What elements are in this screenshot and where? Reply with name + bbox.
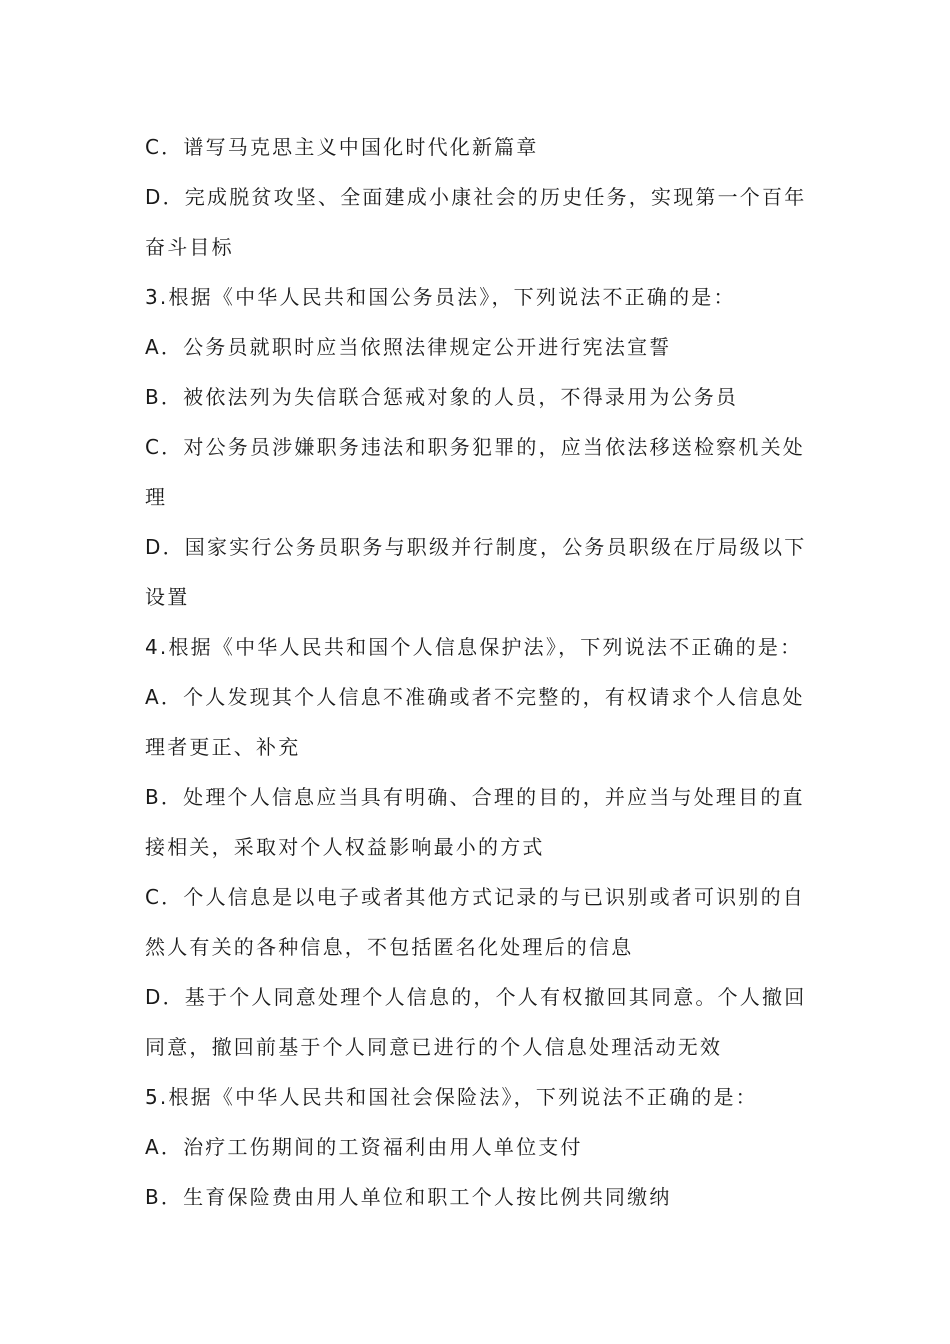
option-a-q5: A．治疗工伤期间的工资福利由用人单位支付 (145, 1135, 583, 1159)
option-d-q2-cont: 奋斗目标 (145, 235, 234, 259)
option-d-q4: D．基于个人同意处理个人信息的，个人有权撤回其同意。个人撤回 (145, 985, 807, 1009)
option-b-q4-cont: 接相关，采取对个人权益影响最小的方式 (145, 835, 545, 859)
option-c-q2: C．谱写马克思主义中国化时代化新篇章 (145, 135, 539, 159)
option-b-q3: B．被依法列为失信联合惩戒对象的人员，不得录用为公务员 (145, 385, 739, 409)
option-d-q2: D．完成脱贫攻坚、全面建成小康社会的历史任务，实现第一个百年 (145, 185, 807, 209)
question-4: 4.根据《中华人民共和国个人信息保护法》，下列说法不正确的是： (145, 635, 803, 659)
option-b-q4: B．处理个人信息应当具有明确、合理的目的，并应当与处理目的直 (145, 785, 805, 809)
document-body (145, 122, 810, 1222)
option-d-q3: D．国家实行公务员职务与职级并行制度，公务员职级在厅局级以下 (145, 535, 807, 559)
option-d-q3-cont: 设置 (145, 585, 190, 609)
option-c-q4: C．个人信息是以电子或者其他方式记录的与已识别或者可识别的自 (145, 885, 805, 909)
option-c-q3-cont: 理 (145, 485, 168, 509)
option-a-q3: A．公务员就职时应当依照法律规定公开进行宪法宣誓 (145, 335, 672, 359)
question-5: 5.根据《中华人民共和国社会保险法》，下列说法不正确的是： (145, 1085, 758, 1109)
option-d-q4-cont: 同意，撤回前基于个人同意已进行的个人信息处理活动无效 (145, 1035, 723, 1059)
option-b-q5: B．生育保险费由用人单位和职工个人按比例共同缴纳 (145, 1185, 672, 1209)
option-c-q4-cont: 然人有关的各种信息，不包括匿名化处理后的信息 (145, 935, 634, 959)
option-c-q3: C．对公务员涉嫌职务违法和职务犯罪的，应当依法移送检察机关处 (145, 435, 805, 459)
option-a-q4: A．个人发现其个人信息不准确或者不完整的，有权请求个人信息处 (145, 685, 805, 709)
option-a-q4-cont: 理者更正、补充 (145, 735, 301, 759)
question-3: 3.根据《中华人民共和国公务员法》，下列说法不正确的是： (145, 285, 736, 309)
